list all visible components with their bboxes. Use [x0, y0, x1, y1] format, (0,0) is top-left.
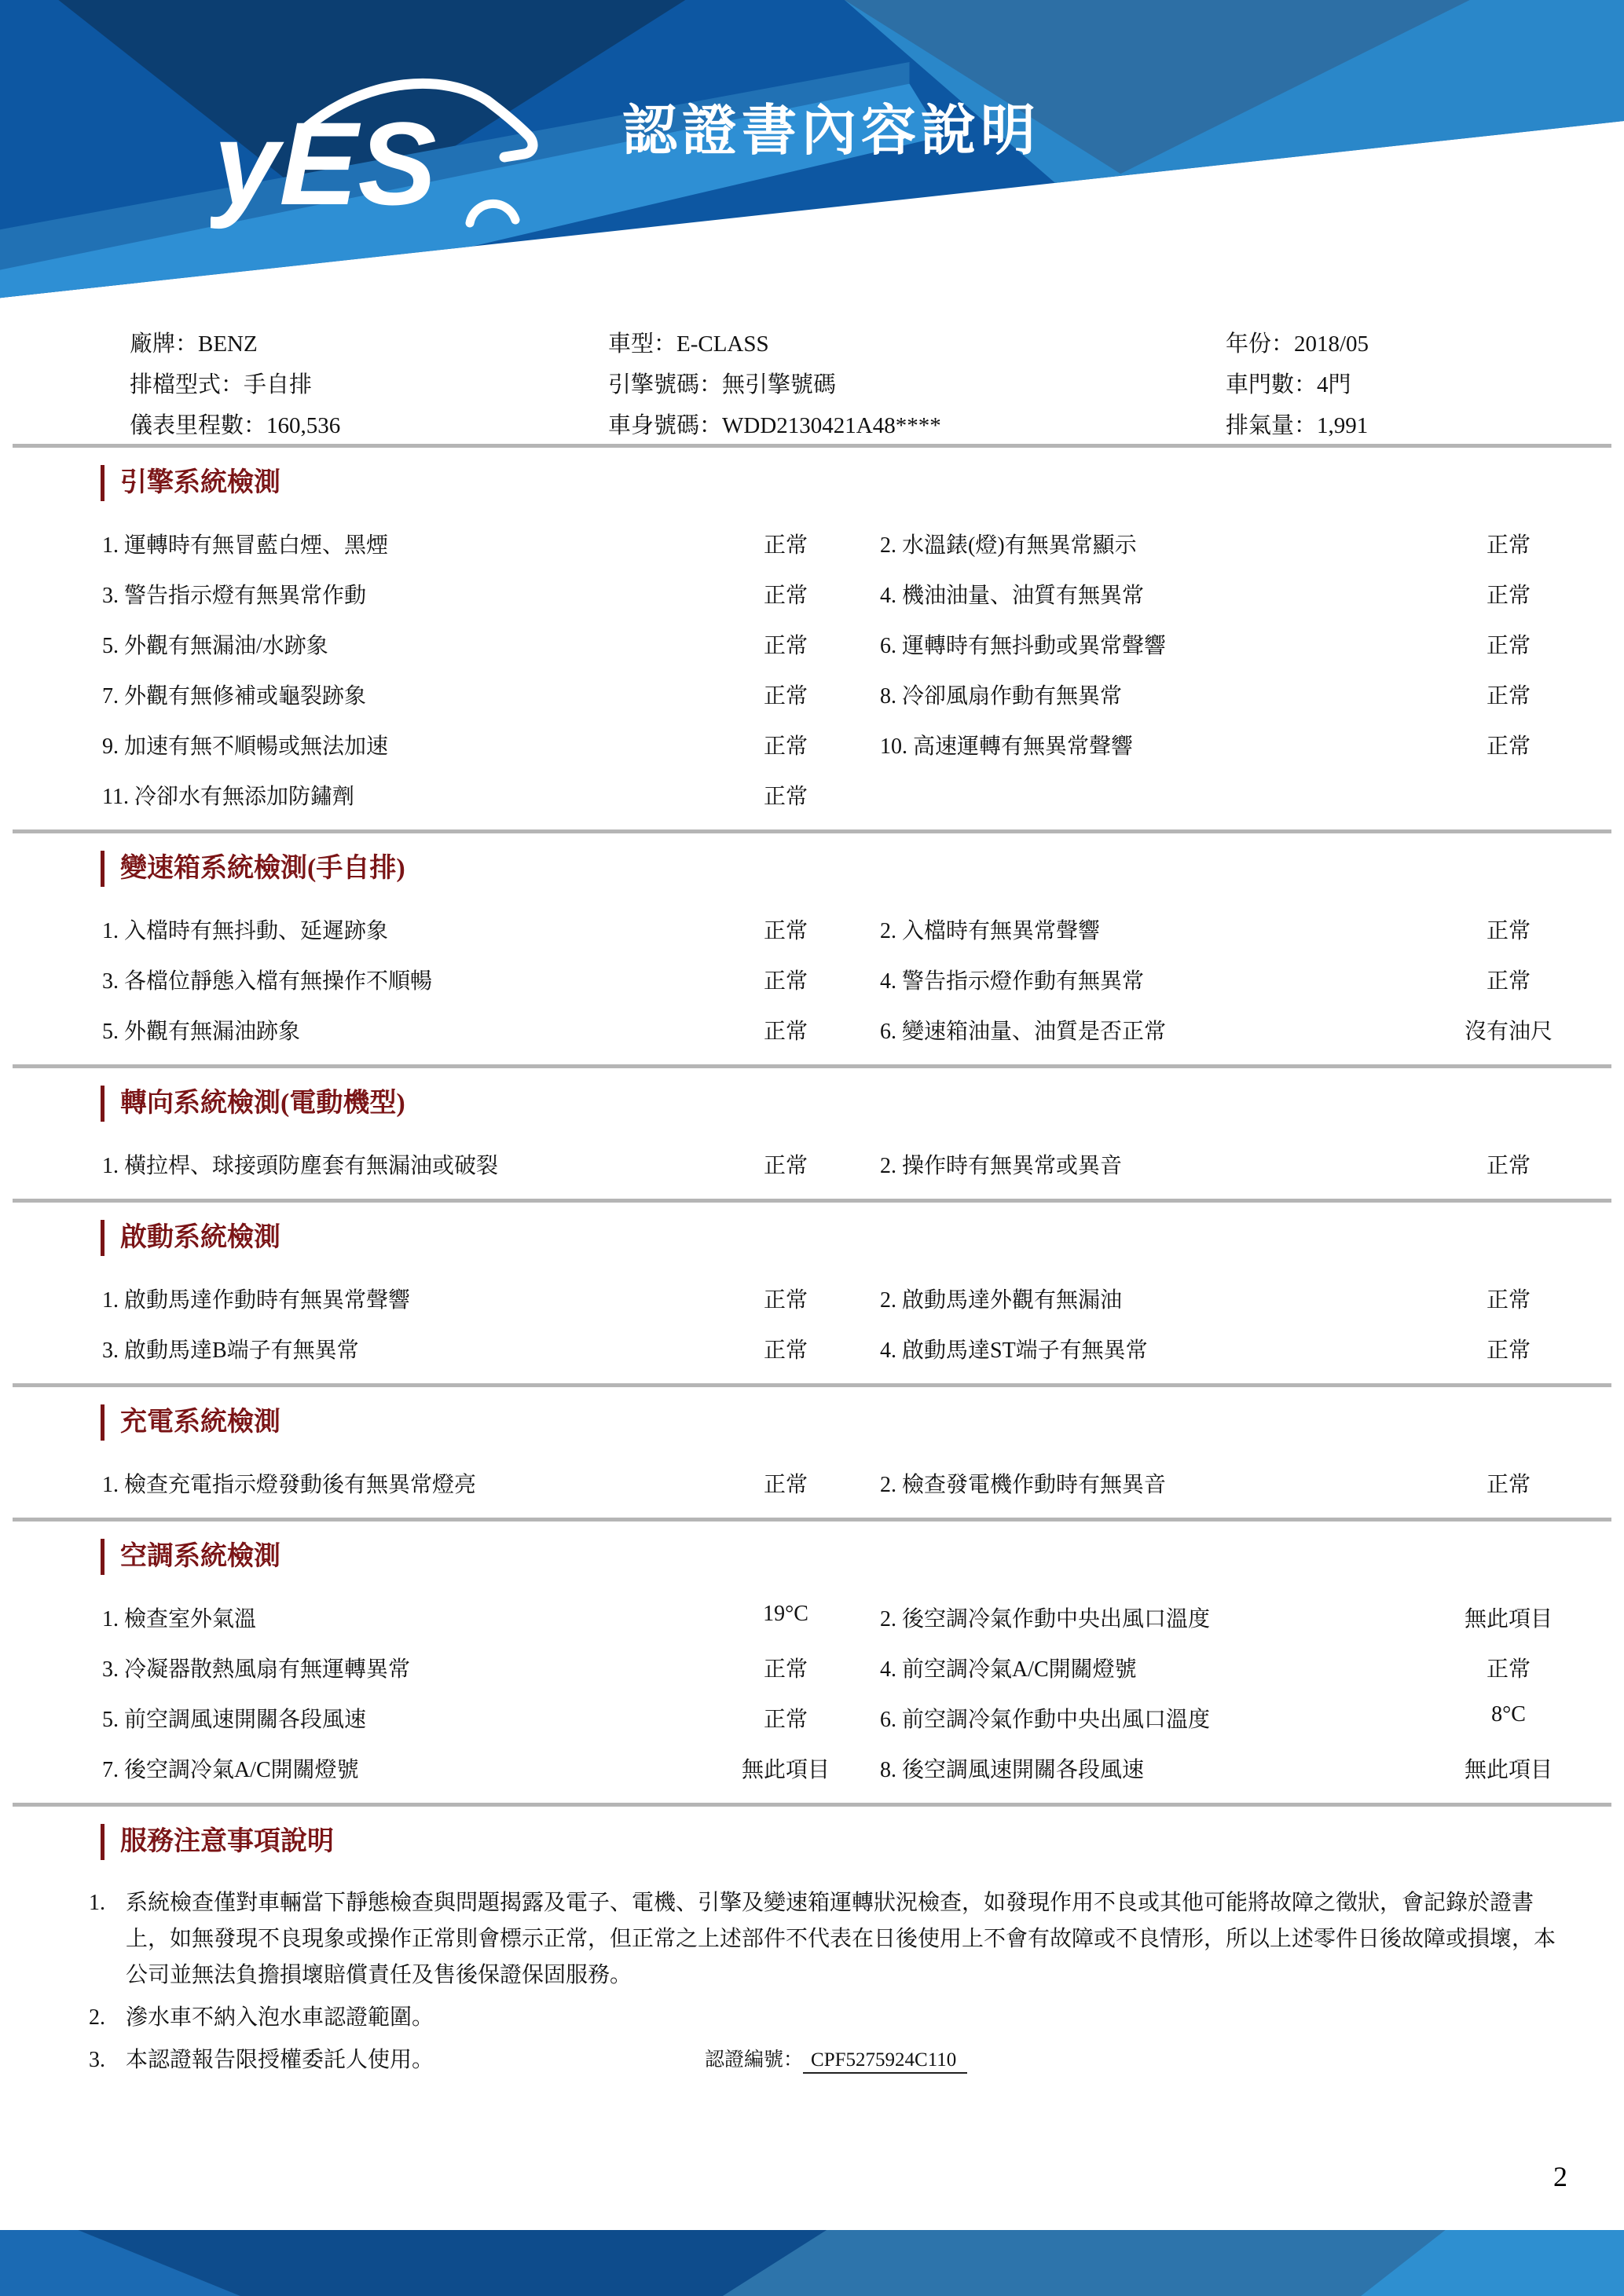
item-status: 正常	[763, 584, 808, 608]
section-title-steering: 轉向系統檢測(電動機型)	[101, 1086, 1624, 1122]
section-title-starter: 啟動系統檢測	[101, 1220, 1624, 1256]
section-title-notes: 服務注意事項說明	[101, 1824, 1624, 1860]
item-label: 5. 外觀有無漏油跡象	[102, 1020, 301, 1044]
certificate-number-label: 認證編號：	[705, 2049, 804, 2071]
inspection-row	[0, 1467, 1624, 1518]
section-rows-charging	[0, 1467, 1624, 1518]
info-mileage: 儀表里程數：160,536	[130, 412, 341, 438]
item-label: 10. 高速運轉有無異常聲響	[880, 734, 1134, 759]
item-label: 5. 外觀有無漏油/水跡象	[102, 634, 328, 658]
divider	[13, 444, 1611, 448]
certificate-number: CPF5275924C110	[803, 2049, 967, 2074]
info-gearbox: 排檔型式：手自排	[130, 372, 313, 397]
item-label: 2. 操作時有無異常或異音	[880, 1154, 1123, 1178]
item-status: 無此項目	[1464, 1758, 1553, 1782]
section-rows-ac	[0, 1602, 1624, 1803]
item-label: 8. 後空調風速開關各段風速	[880, 1758, 1145, 1782]
item-label: 6. 變速箱油量、油質是否正常	[880, 1020, 1167, 1044]
item-status: 正常	[1486, 1657, 1531, 1682]
item-status: 正常	[763, 919, 808, 943]
inspection-row	[0, 1602, 1624, 1652]
note-item	[89, 1885, 1565, 1994]
section-rows-steering	[0, 1148, 1624, 1199]
info-engine-no: 引擎號碼：無引擎號碼	[608, 372, 837, 397]
item-status: 正常	[1486, 919, 1531, 943]
note-item	[89, 2042, 1565, 2078]
inspection-row	[0, 729, 1624, 779]
note-text: 滲水車不納入泡水車認證範圍。	[126, 2005, 434, 2030]
inspection-row	[0, 1014, 1624, 1064]
item-label: 2. 入檔時有無異常聲響	[880, 919, 1101, 943]
item-status: 正常	[1486, 1473, 1531, 1497]
item-label: 3. 啟動馬達B端子有無異常	[102, 1338, 359, 1363]
item-label: 6. 運轉時有無抖動或異常聲響	[880, 634, 1167, 658]
item-status: 正常	[1486, 1338, 1531, 1363]
item-status: 無此項目	[1464, 1607, 1553, 1631]
item-status: 8°C	[1491, 1702, 1526, 1727]
item-status: 正常	[763, 634, 808, 658]
inspection-row	[0, 914, 1624, 964]
item-status: 正常	[763, 1708, 808, 1732]
section-title-ac: 空調系統檢測	[101, 1539, 1624, 1575]
divider	[13, 1199, 1611, 1203]
item-label: 11. 冷卻水有無添加防鏽劑	[102, 785, 354, 809]
item-status: 正常	[763, 969, 808, 994]
item-label: 9. 加速有無不順暢或無法加速	[102, 734, 389, 759]
item-status: 無此項目	[741, 1758, 830, 1782]
vehicle-info-row	[130, 321, 1624, 362]
inspection-row	[0, 1702, 1624, 1752]
item-status: 正常	[763, 785, 808, 809]
divider	[13, 1383, 1611, 1387]
item-label: 1. 檢查充電指示燈發動後有無異常燈亮	[102, 1473, 477, 1497]
info-model: 車型：E-CLASS	[608, 331, 769, 357]
item-label: 5. 前空調風速開關各段風速	[102, 1708, 367, 1732]
item-status: 沒有油尺	[1464, 1020, 1553, 1044]
section-title-transmission: 變速箱系統檢測(手自排)	[101, 851, 1624, 887]
item-label: 4. 啟動馬達ST端子有無異常	[880, 1338, 1148, 1363]
item-status: 正常	[763, 1657, 808, 1682]
item-status: 正常	[763, 734, 808, 759]
item-status: 正常	[1486, 584, 1531, 608]
vehicle-info-row	[130, 362, 1624, 403]
info-doors: 車門數：4門	[1226, 372, 1351, 397]
info-vin: 車身號碼：WDD2130421A48****	[608, 412, 941, 438]
item-label: 4. 機油油量、油質有無異常	[880, 584, 1145, 608]
item-label: 8. 冷卻風扇作動有無異常	[880, 684, 1123, 709]
item-status: 正常	[763, 1288, 808, 1313]
certificate-number-field	[705, 2042, 967, 2078]
item-status: 正常	[763, 684, 808, 709]
item-status: 正常	[1486, 533, 1531, 558]
divider	[13, 1064, 1611, 1068]
header-banner	[0, 0, 1624, 310]
inspection-row	[0, 1652, 1624, 1702]
inspection-row	[0, 964, 1624, 1014]
item-label: 1. 橫拉桿、球接頭防塵套有無漏油或破裂	[102, 1154, 499, 1178]
item-label: 7. 後空調冷氣A/C開關燈號	[102, 1758, 359, 1782]
inspection-row	[0, 779, 1624, 829]
item-status: 正常	[1486, 1154, 1531, 1178]
item-label: 3. 冷凝器散熱風扇有無運轉異常	[102, 1657, 411, 1682]
item-label: 4. 前空調冷氣A/C開關燈號	[880, 1657, 1137, 1682]
inspection-row	[0, 1752, 1624, 1803]
note-number: 1.	[89, 1891, 105, 1915]
item-label: 1. 運轉時有無冒藍白煙、黑煙	[102, 533, 389, 558]
info-brand: 廠牌：BENZ	[130, 331, 258, 357]
info-displacement: 排氣量：1,991	[1226, 412, 1369, 438]
page-number: 2	[1553, 2161, 1567, 2192]
section-title-charging: 充電系統檢測	[101, 1404, 1624, 1441]
item-status: 正常	[763, 1473, 808, 1497]
vehicle-info	[0, 310, 1624, 444]
inspection-row	[0, 1148, 1624, 1199]
item-status: 正常	[763, 533, 808, 558]
inspection-row	[0, 1333, 1624, 1383]
item-label: 1. 入檔時有無抖動、延遲跡象	[102, 919, 389, 943]
logo-text: yES	[214, 97, 437, 229]
item-label: 6. 前空調冷氣作動中央出風口溫度	[880, 1708, 1211, 1732]
section-rows-engine	[0, 528, 1624, 829]
item-label: 2. 水溫錶(燈)有無異常顯示	[880, 533, 1137, 558]
vehicle-info-row	[130, 403, 1624, 444]
note-number: 3.	[89, 2048, 105, 2072]
brand-logo	[211, 68, 541, 240]
item-status: 正常	[1486, 734, 1531, 759]
section-rows-transmission	[0, 914, 1624, 1064]
section-title-engine: 引擎系統檢測	[101, 465, 1624, 501]
info-year: 年份：2018/05	[1226, 331, 1369, 357]
divider	[13, 1518, 1611, 1522]
item-status: 19°C	[763, 1602, 808, 1626]
page-title: 認證書內容說明	[622, 100, 1040, 161]
note-text: 本認證報告限授權委託人使用。	[126, 2048, 434, 2072]
footer-banner	[0, 2230, 1624, 2296]
item-label: 2. 後空調冷氣作動中央出風口溫度	[880, 1607, 1211, 1631]
notes-section	[0, 1885, 1624, 2078]
item-label: 4. 警告指示燈作動有無異常	[880, 969, 1145, 994]
item-label: 7. 外觀有無修補或龜裂跡象	[102, 684, 367, 709]
item-label: 2. 檢查發電機作動時有無異音	[880, 1473, 1167, 1497]
note-text: 系統檢查僅對車輛當下靜態檢查與問題揭露及電子、電機、引擎及變速箱運轉狀況檢查，如發現作用不良或其他可能將故障之徵狀，會記錄於證書上，如無發現不良現象或操作正常則會標示正常，但正常之上述部件不代表在日後使用上不會有故障或不良情形，所以上述零件日後故障或損壞，本公司並無法負擔損壞賠償責任及售後保證保固服務。	[126, 1891, 1556, 1987]
item-label: 3. 各檔位靜態入檔有無操作不順暢	[102, 969, 433, 994]
item-label: 3. 警告指示燈有無異常作動	[102, 584, 367, 608]
inspection-row	[0, 528, 1624, 578]
note-number: 2.	[89, 2005, 105, 2030]
logo-car-wheel-arch-icon	[470, 203, 515, 223]
inspection-row	[0, 578, 1624, 628]
item-label: 1. 檢查室外氣溫	[102, 1607, 257, 1631]
section-rows-starter	[0, 1283, 1624, 1383]
note-item	[89, 2000, 1565, 2036]
divider	[13, 1803, 1611, 1807]
divider	[13, 829, 1611, 833]
inspection-row	[0, 1283, 1624, 1333]
item-status: 正常	[763, 1338, 808, 1363]
item-status: 正常	[1486, 1288, 1531, 1313]
item-status: 正常	[1486, 969, 1531, 994]
item-label: 2. 啟動馬達外觀有無漏油	[880, 1288, 1123, 1313]
item-label: 1. 啟動馬達作動時有無異常聲響	[102, 1288, 411, 1313]
inspection-row	[0, 628, 1624, 679]
item-status: 正常	[763, 1154, 808, 1178]
item-status: 正常	[763, 1020, 808, 1044]
item-status: 正常	[1486, 684, 1531, 709]
item-status: 正常	[1486, 634, 1531, 658]
inspection-row	[0, 679, 1624, 729]
